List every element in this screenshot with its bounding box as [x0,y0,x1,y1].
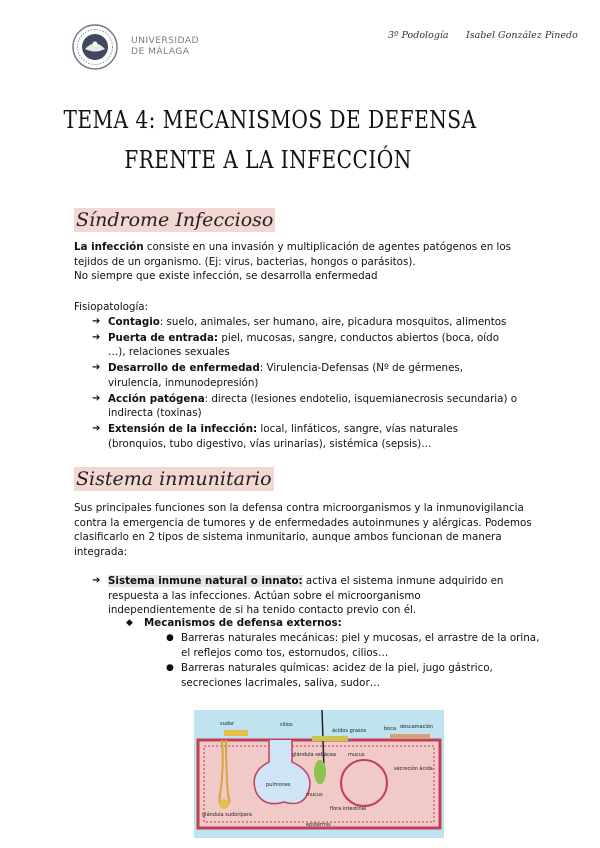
arrow-icon: ➔ [92,362,101,374]
list-item [92,315,518,330]
bullet-text: Barreras naturales mecánicas: piel y mucosas, el arrastre de la orina, el reflejos como tos, estornudos, cilios… [181,632,540,659]
list-item [166,661,541,690]
intro-bold: La infección [74,241,144,253]
section-heading-sistema-inmunitario: Sistema inmunitario [76,468,272,490]
intro-line3: No siempre que existe infección, se desarrolla enfermedad [74,270,378,283]
intro-paragraph [74,240,534,284]
document-title-line1: TEMA 4: MECANISMOS DE DEFENSA [63,106,477,134]
item-text: activa el sistema inmune adquirido en respuesta a las infecciones. Actúan sobre el microorganismo independientemente de si ha tenido contacto previo con él. [108,575,504,617]
university-name [131,35,199,57]
label-mucus-bottom: mucus [306,792,323,798]
list-item [92,574,528,618]
label-boca: boca [384,726,397,732]
sistema-intro-paragraph: Sus principales funciones son la defensa contra microorganismos y la inmunovigilancia contra la emergencia de tumores y de enfermedades autoinmunes y alérgicas. Podemos clasificarlo en 2 tipos de sistema inmunitario, aunque ambos funcionan de manera integrada: [74,502,532,559]
label-flora: flora intestinal [330,806,367,812]
list-item [92,422,518,451]
label-descamacion: descamación [400,724,433,730]
intro-text: consiste en una invasión y multiplicación de agentes patógenos en los tejidos de un organismo. (Ej: virus, bacterias, hongos o parásitos). [74,241,512,268]
university-line2: DE MÁLAGA [131,46,190,57]
item-bold: Acción patógena [108,392,205,405]
bullet-icon: ● [166,663,174,674]
arrow-icon: ➔ [92,331,101,343]
fisiopatologia-list [92,315,518,452]
sebaceous-gland [314,760,326,784]
sub-heading-text: Mecanismos de defensa externos: [144,617,342,629]
list-item [166,631,541,660]
arrow-icon: ➔ [92,422,101,434]
sub-heading-mecanismos [126,616,342,631]
list-item [92,361,518,390]
item-text: : suelo, animales, ser humano, aire, picadura mosquitos, alimentos [159,316,507,328]
fatty-acids-area [312,736,348,741]
item-text: local, linfáticos, sangre, vías naturales (bronquios, tubo digestivo, vías urinarias), sistémica (sepsis)… [108,422,458,450]
item-bold: Sistema inmune natural o innato: [108,575,303,587]
arrow-icon: ➔ [92,392,101,404]
list-item [92,392,518,421]
item-text: piel, mucosas, sangre, conductos abiertos (boca, oído …), relaciones sexuales [108,331,499,359]
label-epidermis: epidermis [306,822,331,828]
label-pulmones: pulmones [266,782,291,788]
diamond-bullet-icon: ◆ [126,618,133,628]
course-label: 3º Podología [388,30,449,41]
item-bold: Puerta de entrada: [108,331,219,344]
label-sudor: sudor [220,721,235,727]
label-acidos-grasos: ácidos grasos [332,728,367,734]
label-mucus-top: mucus [348,752,365,758]
university-seal-icon [72,24,118,70]
fisiopatologia-label: Fisiopatología: [74,301,149,313]
sistema-list [92,574,528,619]
section-heading-sindrome: Síndrome Infeccioso [76,209,274,231]
document-title-line2: FRENTE A LA INFECCIÓN [124,146,412,174]
label-secrecion-acida: secreción ácida [394,766,433,772]
label-glandula-sudoripara: glándula sudorípara [202,812,252,818]
arrow-icon: ➔ [92,575,101,586]
label-cilios: cilios [280,722,293,728]
sweat-drop-area [224,730,248,736]
arrow-icon: ➔ [92,316,101,327]
label-glandula-sebacea: glándula sebácea [292,752,336,758]
barriers-diagram [194,710,444,838]
sweat-gland-bulb [219,799,229,809]
item-bold: Contagio [108,316,160,328]
university-line1: UNIVERSIDAD [131,35,199,46]
bullet-icon: ● [166,633,174,643]
desquamation-area [390,734,430,739]
page-header [0,0,600,80]
item-bold: Desarrollo de enfermedad [108,362,260,375]
bullet-text: Barreras naturales químicas: acidez de la piel, jugo gástrico, secreciones lacrimales, saliva, sudor… [181,662,493,690]
item-text: : directa (lesiones endotelio, isquemianecrosis secundaria) o indirecta (toxinas) [108,392,518,420]
list-item [92,331,518,360]
item-bold: Extensión de la infección: [108,422,258,435]
author-label: Isabel González Pinedo [466,30,578,41]
item-text: : Virulencia-Defensas (Nº de gérmenes, virulencia, inmunodepresión) [108,362,464,389]
barreras-list [166,631,541,692]
